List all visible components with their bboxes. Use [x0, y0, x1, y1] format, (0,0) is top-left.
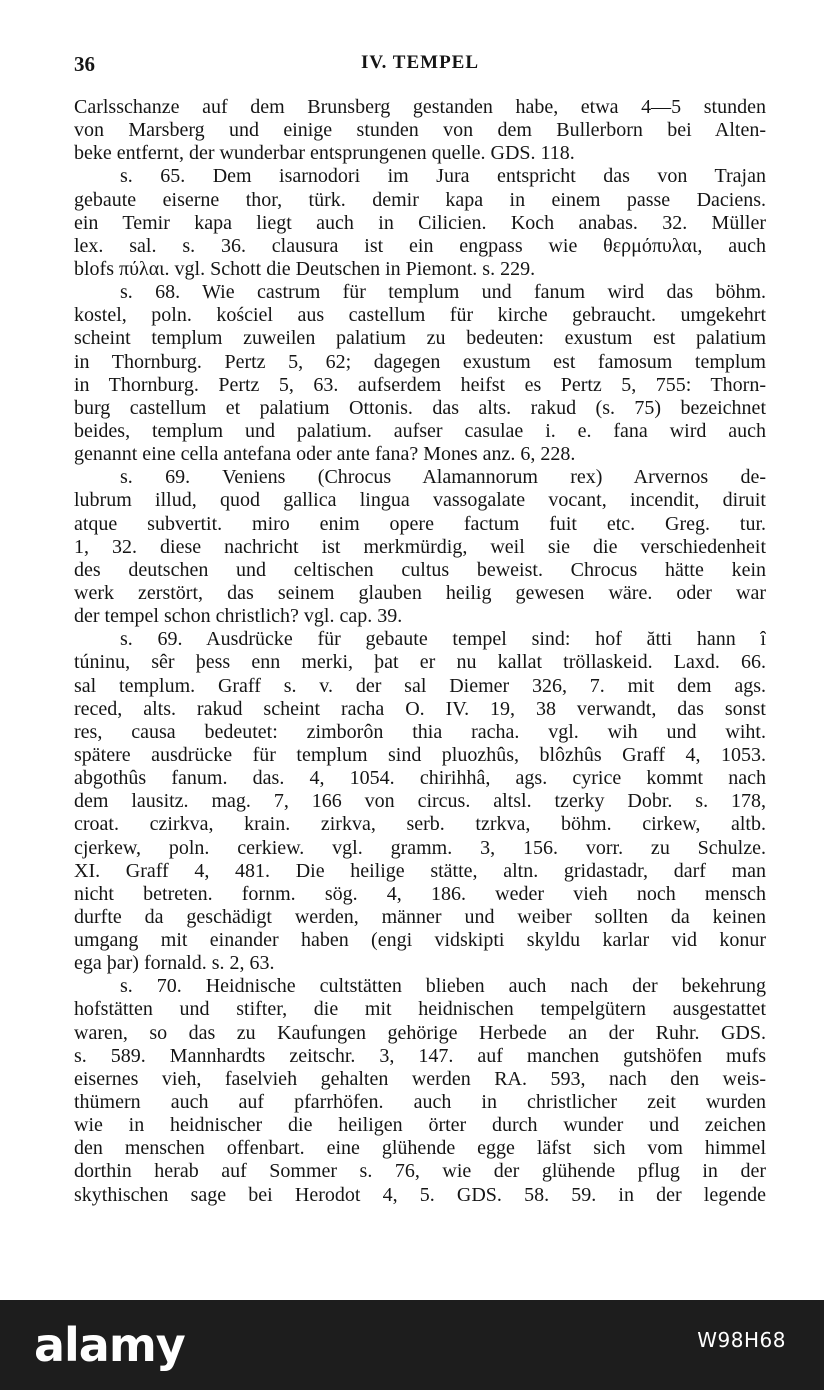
text-line: res, causa bedeutet: zimborôn thia racha. vgl. wih und wiht.	[74, 720, 766, 743]
text-line: des deutschen und celtischen cultus beweist. Chrocus hätte kein	[74, 558, 766, 581]
text-line: skythischen sage bei Herodot 4, 5. GDS. 58. 59. in der legende	[74, 1183, 766, 1206]
text-line: den menschen offenbart. eine glühende egge läfst sich vom himmel	[74, 1137, 766, 1160]
text-line: s. 68. Wie castrum für templum und fanum wird das böhm.	[120, 281, 766, 304]
page-number: 36	[74, 52, 95, 76]
text-line: nicht betreten. fornm. sög. 4, 186. weder vieh noch mensch	[74, 882, 766, 905]
text-line: s. 70. Heidnische cultstätten blieben auch nach der bekehrung	[120, 975, 766, 998]
text-line: cjerkew, poln. cerkiew. vgl. gramm. 3, 156. vorr. zu Schulze.	[74, 836, 766, 859]
text-line: sal templum. Graff s. v. der sal Diemer 326, 7. mit dem ags.	[74, 674, 766, 697]
text-line: spätere ausdrücke für templum sind pluozhûs, blôzhûs Graff 4, 1053.	[74, 743, 766, 766]
text-line: werk zerstört, das seinem glauben heilig gewesen wäre. oder war	[74, 581, 766, 604]
text-line: burg castellum et palatium Ottonis. das alts. rakud (s. 75) bezeichnet	[74, 396, 766, 419]
text-line: atque subvertit. miro enim opere factum fuit etc. Greg. tur.	[74, 512, 766, 535]
text-line: wie in heidnischer die heiligen örter durch wunder und zeichen	[74, 1114, 766, 1137]
text-line: eisernes vieh, faselvieh gehalten werden RA. 593, nach den weis-	[74, 1067, 766, 1090]
text-line: gebaute eiserne thor, türk. demir kapa in einem passe Daciens.	[74, 188, 766, 211]
text-line: umgang mit einander haben (engi vidskipti skyldu karlar vid konur	[74, 929, 766, 952]
text-line: scheint templum zuweilen palatium zu bedeuten: exustum est palatium	[74, 327, 766, 350]
text-line: in Thornburg. Pertz 5, 62; dagegen exustum est famosum templum	[74, 350, 766, 373]
text-line: genannt eine cella antefana oder ante fana? Mones anz. 6, 228.	[74, 443, 576, 466]
running-head: IV. TEMPEL	[360, 52, 480, 73]
text-line: durfte da geschädigt werden, männer und weiber sollten da keinen	[74, 905, 766, 928]
text-line: blofs πύλαι. vgl. Schott die Deutschen in Piemont. s. 229.	[74, 257, 536, 280]
text-line: beides, templum und palatium. aufser casulae i. e. fana wird auch	[74, 419, 766, 442]
text-line: lex. sal. s. 36. clausura ist ein engpass wie θερμόπυλαι, auch	[74, 234, 766, 257]
text-line: s. 65. Dem isarnodori im Jura entspricht das von Trajan	[120, 165, 766, 188]
text-line: dem lausitz. mag. 7, 166 von circus. altsl. tzerky Dobr. s. 178,	[74, 790, 766, 813]
text-line: Carlsschanze auf dem Brunsberg gestanden habe, etwa 4—5 stunden	[74, 96, 766, 118]
text-line: in Thornburg. Pertz 5, 63. aufserdem heifst es Pertz 5, 755: Thorn-	[74, 373, 766, 396]
text-line: lubrum illud, quod gallica lingua vassogalate vocant, incendit, diruit	[74, 489, 766, 512]
text-line: thümern auch auf pfarrhöfen. auch in christlicher zeit wurden	[74, 1091, 766, 1114]
watermark-footer-bar	[0, 1300, 824, 1390]
text-line: waren, so das zu Kaufungen gehörige Herbede an der Ruhr. GDS.	[74, 1021, 766, 1044]
image-id: W98H68	[697, 1328, 786, 1352]
text-line: von Marsberg und einige stunden von dem Bullerborn bei Alten-	[74, 119, 766, 142]
text-line: s. 69. Veniens (Chrocus Alamannorum rex) Arvernos de-	[120, 466, 766, 489]
text-line: XI. Graff 4, 481. Die heilige stätte, altn. gridastadr, darf man	[74, 859, 766, 882]
page-body-text	[74, 96, 766, 1207]
text-line: ein Temir kapa liegt auch in Cilicien. Koch anabas. 32. Müller	[74, 211, 766, 234]
text-line: der tempel schon christlich? vgl. cap. 39.	[74, 605, 403, 628]
text-line: reced, alts. rakud scheint racha O. IV. 19, 38 verwandt, das sonst	[74, 697, 766, 720]
text-line: croat. czirkva, krain. zirkva, serb. tzrkva, böhm. cirkew, altb.	[74, 813, 766, 836]
text-line: ega þar) fornald. s. 2, 63.	[74, 952, 275, 975]
text-line: s. 69. Ausdrücke für gebaute tempel sind: hof ătti hann î	[120, 628, 766, 651]
page-header	[74, 52, 766, 82]
text-line: kostel, poln. kościel aus castellum für kirche gebraucht. umgekehrt	[74, 304, 766, 327]
text-line: abgothûs fanum. das. 4, 1054. chirihhâ, ags. cyrice kommt nach	[74, 767, 766, 790]
text-line: dorthin herab auf Sommer s. 76, wie der glühende pflug in der	[74, 1160, 766, 1183]
text-line: túninu, sêr þess enn merki, þat er nu kallat tröllaskeid. Laxd. 66.	[74, 651, 766, 674]
text-line: hofstätten und stifter, die mit heidnischen tempelgütern ausgestattet	[74, 998, 766, 1021]
text-line: 1, 32. diese nachricht ist merkmürdig, weil sie die verschiedenheit	[74, 535, 766, 558]
alamy-logo: alamy	[34, 1318, 185, 1372]
text-line: beke entfernt, der wunderbar entsprungenen quelle. GDS. 118.	[74, 142, 575, 165]
text-line: s. 589. Mannhardts zeitschr. 3, 147. auf manchen gutshöfen mufs	[74, 1044, 766, 1067]
